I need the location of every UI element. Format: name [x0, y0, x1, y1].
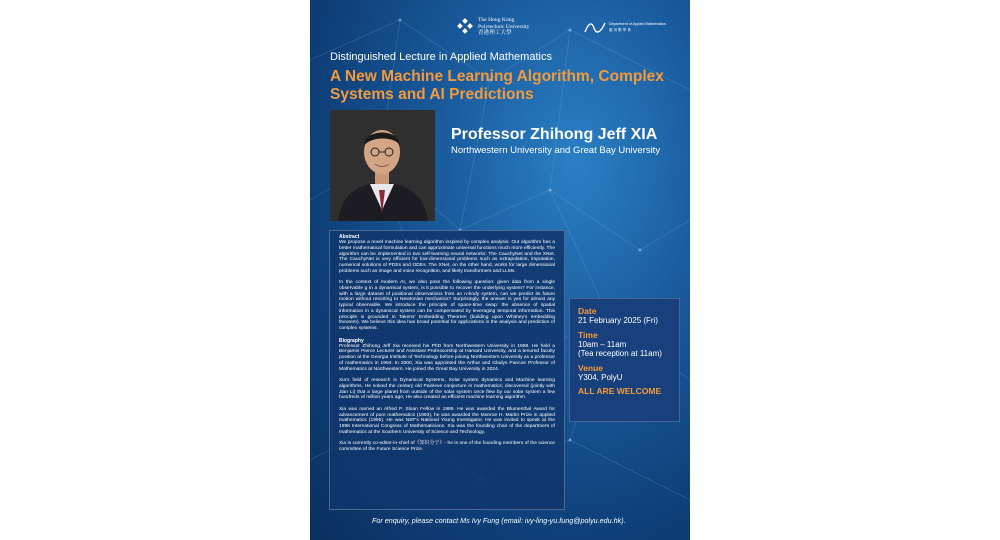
biography-paragraph: Xia's field of research is Dynamical Systems, Solar system dynamics and Machine learning algorithms. He solved the century old Painleve conjecture in mathematics; discovered (jointly with Jian Li) that a large planet from outside of the solar system once flew by our solar system a few hundreds of million years ago; He also created an efficient machine learning algorithm.: [339, 378, 555, 401]
polyu-logo-line-3: 香港理工大學: [478, 30, 512, 37]
polyu-logo-line-2: Polytechnic University: [478, 23, 530, 30]
date-label: Date: [578, 306, 597, 316]
venue-value: Y304, PolyU: [578, 372, 623, 382]
biography-paragraph: Professor Zhihong Jeff Xia received his PhD from Northwestern University in 1988. He held a Benjamin Pierce Lecturer and Assistant Professorship at Harvard University, and a tenured faculty position at the Georgia Institute of Technology before joining Northwestern University as a professor of mathematics in 1994. In 2000, Xia was appointed the Arthur and Gladys Pancoe Professor of Mathematics at Northwestern. He joined the Great Bay University in 2024.: [339, 343, 555, 372]
lecture-title: A New Machine Learning Algorithm, Complex Systems and AI Predictions: [330, 68, 664, 103]
abstract-biography-panel: [329, 230, 565, 510]
speaker-affiliation: Northwestern University and Great Bay University: [451, 145, 661, 156]
department-logo-line-2: 應 用 數 學 系: [609, 28, 631, 32]
department-wave-icon: [584, 20, 606, 34]
biography-paragraph: Xia is currently co-editor-in-chief of《知识分子》- he is one of the founding members of the science committee of the Future Science Prize.: [339, 441, 555, 452]
speaker-photo: [330, 110, 435, 221]
time-note: (Tea reception at 11am): [578, 349, 662, 358]
venue-label: Venue: [578, 362, 604, 373]
abstract-paragraph: In the context of modern AI, we also pose the following question: given data from a single observable g in a dynamical system, is it possible to recover the underlying system? For instance, with a large dataset of positional observations from an n-body system, can we predict its future motion without resorting to Newtonian mechanics? Surprisingly, the answer is yes for almost any typical observable. We introduce the principle of space-time swap: the absence of spatial information in a dynamical system can be compensated by leveraging temporal information. This principle is grounded in Takens' Embedding Theorem (building upon Whitney's embedding theorem). We believe this idea has broad potential for applications in the analysis and prediction of complex systems.: [339, 280, 555, 332]
lecture-series-label: Distinguished Lecture in Applied Mathematics: [330, 51, 552, 63]
lecture-poster: [310, 0, 690, 540]
speaker-name: Professor Zhihong Jeff XIA: [451, 126, 658, 143]
department-logo: [584, 16, 680, 38]
date-value: 21 February 2025 (Fri): [578, 316, 659, 325]
biography-paragraph: Xia was named an Alfred P. Sloan Fellow in 1989. He was awarded the Blumenthal Award for advancement of pure mathematics (1993), he was awarded the Monroe H. Martin Prize in applied mathematics (1995). He was NSF's National Young Investigator. He was invited to speak at the 1998 International Congress of Mathematicians. Xia was the founding chair of the department of mathematics at the Southern University of Science and Technology.: [339, 406, 555, 435]
abstract-heading: Abstract: [339, 234, 360, 240]
polyu-emblem-icon: [456, 18, 474, 36]
event-details-panel: [569, 298, 680, 422]
enquiry-contact: For enquiry, please contact Ms Ivy Fung (email: ivy-ling-yu.fung@polyu.edu.hk).: [372, 516, 626, 525]
welcome-banner: ALL ARE WELCOME: [578, 386, 662, 396]
polyu-logo-line-1: The Hong Kong: [478, 17, 515, 24]
time-value: 10am – 11am: [578, 339, 627, 349]
time-label: Time: [578, 329, 598, 340]
polyu-logo: [456, 16, 556, 38]
biography-heading: Biography: [339, 337, 364, 344]
abstract-paragraph: We propose a novel machine learning algorithm inspired by complex analysis. Our algorithm has a better mathematical formulation and can approximate universal functions much more efficiently. The algorithm can be implemented in two self-learning neural networks: The CauchyNet and the XNet. The CauchyNet is very efficient for low-dimensional problems such as extrapolation, imputation, numerical solutions of PDEs and ODEs. The XNet, on the other hand, works for large dimensional problems such as image and voice recognition, and likely transformers and LLMs.: [339, 240, 555, 274]
department-logo-line-1: Department of Applied Mathematics: [609, 22, 666, 26]
